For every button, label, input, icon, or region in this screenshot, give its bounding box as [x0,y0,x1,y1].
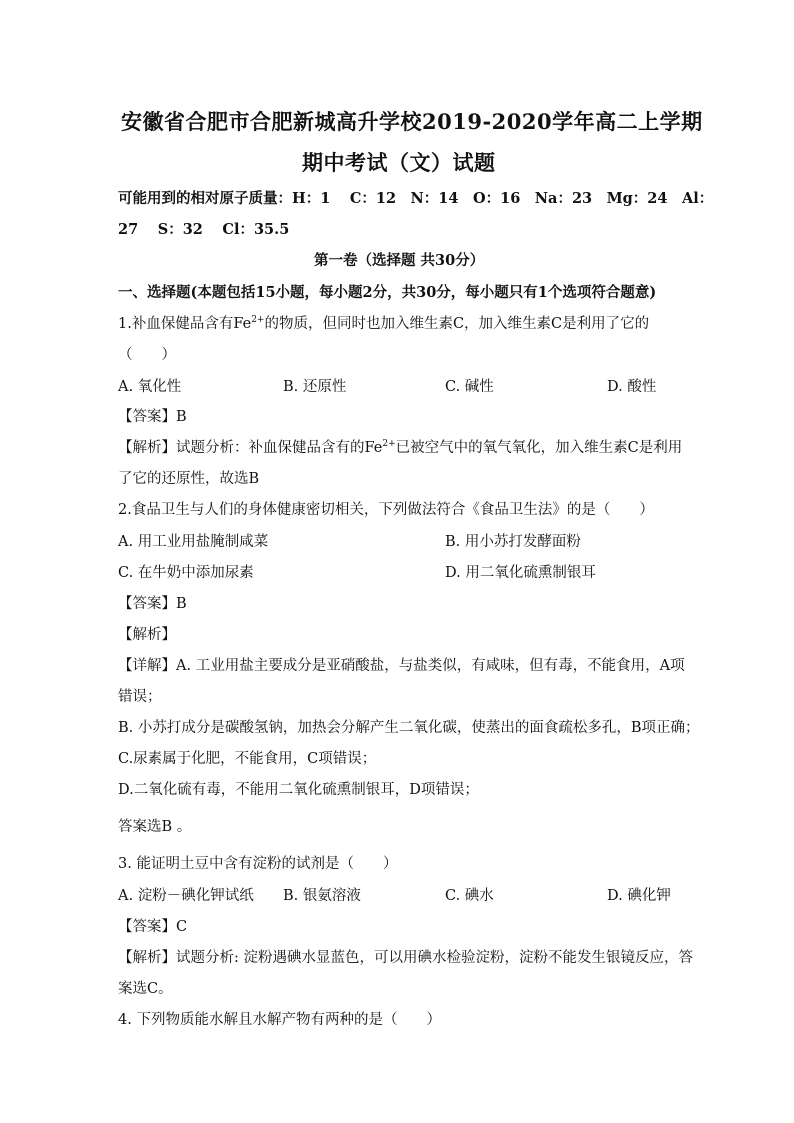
q2-detail-a-cont: 错误； [118,689,162,705]
q4-stem: 4. 下列物质能水解且水解产物有两种的是（ ） [118,1012,441,1028]
q2-option-b: B. 用小苏打发酵面粉 [445,534,581,550]
q2-option-d: D. 用二氧化硫熏制银耳 [445,565,596,581]
q3-option-b: B. 银氨溶液 [283,888,361,904]
volume-title: 第一卷（选择题 共30分） [314,252,485,269]
q2-detail-c: C.尿素属于化肥，不能食用，C项错误； [118,751,377,767]
q1-option-b: B. 还原性 [283,379,347,395]
q2-stem: 2.食品卫生与人们的身体健康密切相关，下列做法符合《食品卫生法》的是（ ） [118,502,654,518]
section-title: 一、选择题(本题包括15小题，每小题2分，共30分，每小题只有1个选项符合题意) [118,284,657,301]
q2-analysis-label: 【解析】 [118,627,176,643]
q1-analysis-superscript: 2+ [382,439,396,449]
q1-answer: 【答案】B [118,409,187,425]
q3-stem: 3. 能证明土豆中含有淀粉的试剂是（ ） [118,856,398,872]
q2-conclusion: 答案选B 。 [118,819,192,835]
q1-option-a: A. 氧化性 [118,379,182,395]
atomic-masses-line1: 可能用到的相对原子质量：H：1 C：12 N：14 O：16 Na：23 Mg：24 Al： [118,190,714,207]
q3-option-a: A. 淀粉－碘化钾试纸 [118,888,254,904]
q1-paren: （ ） [118,347,176,363]
q1-stem-part1: 1.补血保健品含有Fe [118,316,252,332]
q1-analysis [118,436,682,457]
q2-detail-d: D.二氧化硫有毒，不能用二氧化硫熏制银耳，D项错误； [118,782,479,798]
q2-detail-b: B. 小苏打成分是碳酸氢钠，加热会分解产生二氧化碳，使蒸出的面食疏松多孔，B项正确； [118,720,700,736]
q1-analysis-part2: 已被空气中的氧气氧化，加入维生素C是利用 [395,440,683,456]
q1-option-d: D. 酸性 [607,379,657,395]
q1-stem-part2: 的物质，但同时也加入维生素C，加入维生素C是利用了它的 [264,316,650,332]
q2-option-a: A. 用工业用盐腌制咸菜 [118,534,269,550]
q3-analysis: 【解析】试题分析: 淀粉遇碘水显蓝色，可以用碘水检验淀粉，淀粉不能发生银镜反应，答 [118,950,693,966]
q1-analysis-part1: 【解析】试题分析：补血保健品含有的Fe [118,440,383,456]
q3-answer: 【答案】C [118,919,188,935]
q3-option-d: D. 碘化钾 [607,888,671,904]
q1-option-c: C. 碱性 [445,379,494,395]
q1-analysis-line2: 了它的还原性，故选B [118,471,260,487]
q1-stem-superscript: 2+ [251,315,265,325]
q3-option-c: C. 碘水 [445,888,494,904]
document-title-line1: 安徽省合肥市合肥新城高升学校2019-2020学年高二上学期 [121,109,703,134]
q2-option-c: C. 在牛奶中添加尿素 [118,565,254,581]
document-title-line2: 期中考试（文）试题 [302,150,496,175]
q2-detail-a: 【详解】A. 工业用盐主要成分是亚硝酸盐，与盐类似，有咸味，但有毒，不能食用，A项 [118,658,685,674]
q3-analysis-line2: 案选C。 [118,981,173,997]
q2-answer: 【答案】B [118,596,187,612]
atomic-masses-line2: 27 S：32 Cl：35.5 [118,221,290,238]
q1-stem [118,312,649,333]
